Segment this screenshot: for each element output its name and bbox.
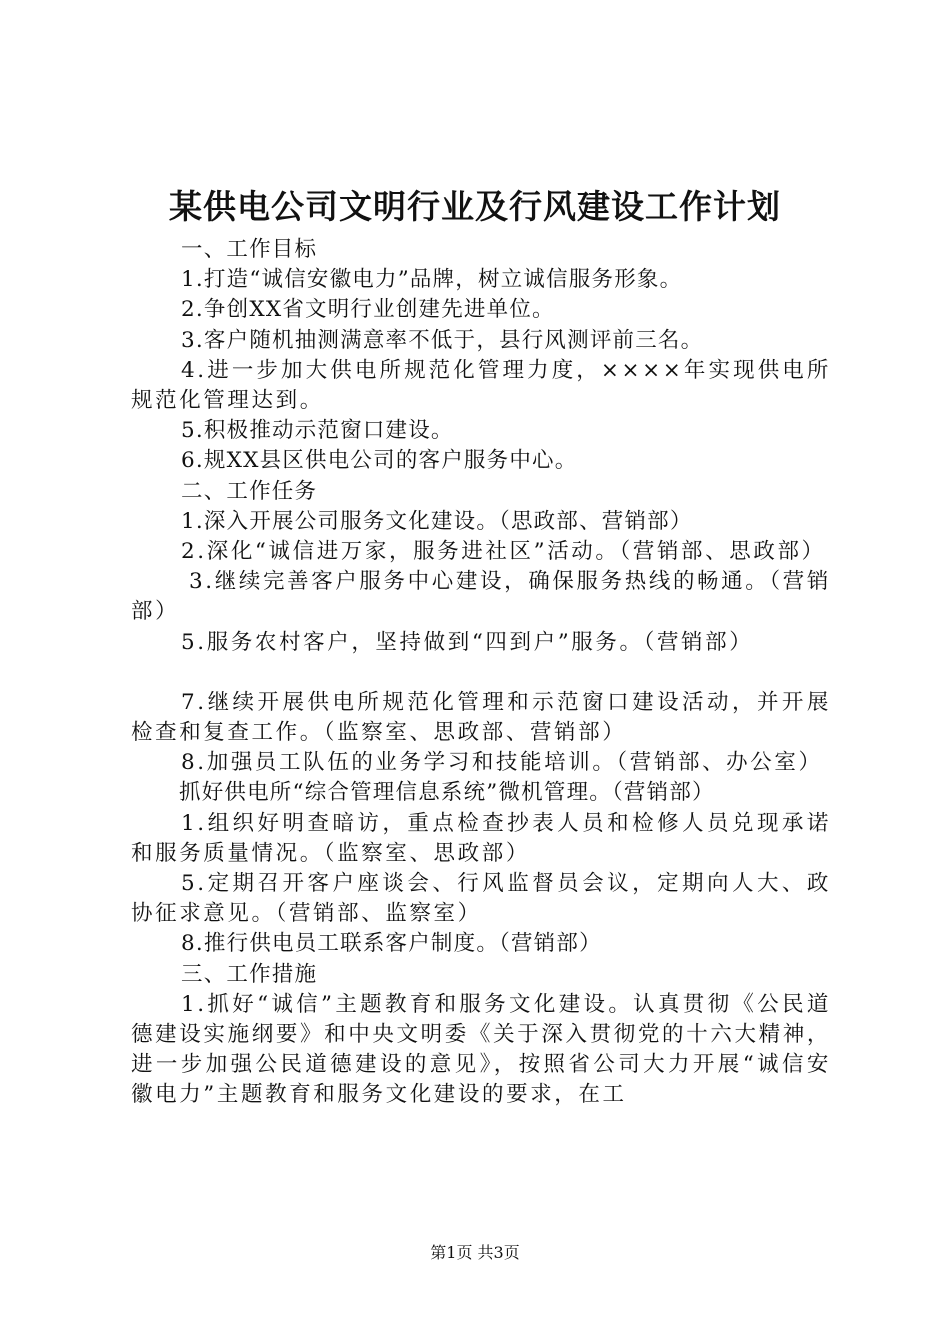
task-item: 8.加强员工队伍的业务学习和技能培训。（营销部、办公室） [181, 750, 823, 776]
measure-item: 1.抓好“诚信”主题教育和服务文化建设。认真贯彻《公民道德建设实施纲要》和中央文明委《关于深入贯彻党的十六大精神，进一步加强公民道德建设的意见》，按照省公司大力开展“诚信安徽电力”主题教育和服务文化建设的要求，在工 [131, 991, 831, 1108]
task-item: 抓好供电所“综合管理信息系统”微机管理。（营销部） [179, 780, 715, 806]
task-item: 5.定期召开客户座谈会、行风监督员会议，定期向人大、政协征求意见。（营销部、监察室） [131, 871, 831, 927]
goal-item: 1.打造“诚信安徽电力”品牌，树立诚信服务形象。 [181, 267, 683, 293]
section-heading-measures: 三、工作措施 [181, 961, 318, 987]
goal-item: 2.争创XX省文明行业创建先进单位。 [181, 297, 555, 323]
page-footer: 第1页 共3页 [430, 1243, 520, 1262]
goal-item: 3.客户随机抽测满意率不低于，县行风测评前三名。 [181, 327, 704, 353]
goal-item: 5.积极推动示范窗口建设。 [181, 418, 454, 444]
document-body [131, 235, 831, 1111]
task-item: 5.服务农村客户，坚持做到“四到户”服务。（营销部） [181, 629, 754, 655]
task-item: 3.继续完善客户服务中心建设，确保服务热线的畅通。（营销部） [131, 569, 831, 625]
task-item: 1.深入开展公司服务文化建设。（思政部、营销部） [181, 508, 693, 534]
section-heading-tasks: 二、工作任务 [181, 478, 318, 504]
section-heading-goals: 一、工作目标 [181, 237, 318, 262]
task-item: 2.深化“诚信进万家，服务进社区”活动。（营销部、思政部） [181, 539, 826, 565]
task-item: 7.继续开展供电所规范化管理和示范窗口建设活动，并开展检查和复查工作。（监察室、思政部、营销部） [131, 689, 831, 746]
goal-item: 4.进一步加大供电所规范化管理力度，××××年实现供电所规范化管理达到。 [131, 357, 831, 414]
document-title: 某供电公司文明行业及行风建设工作计划 [169, 187, 781, 226]
task-item: 1.组织好明查暗访，重点检查抄表人员和检修人员兑现承诺和服务质量情况。（监察室、思政部） [131, 810, 831, 866]
task-item: 8.推行供电员工联系客户制度。（营销部） [181, 931, 602, 957]
goal-item: 6.规XX县区供电公司的客户服务中心。 [181, 448, 578, 474]
blank-line [131, 658, 831, 688]
